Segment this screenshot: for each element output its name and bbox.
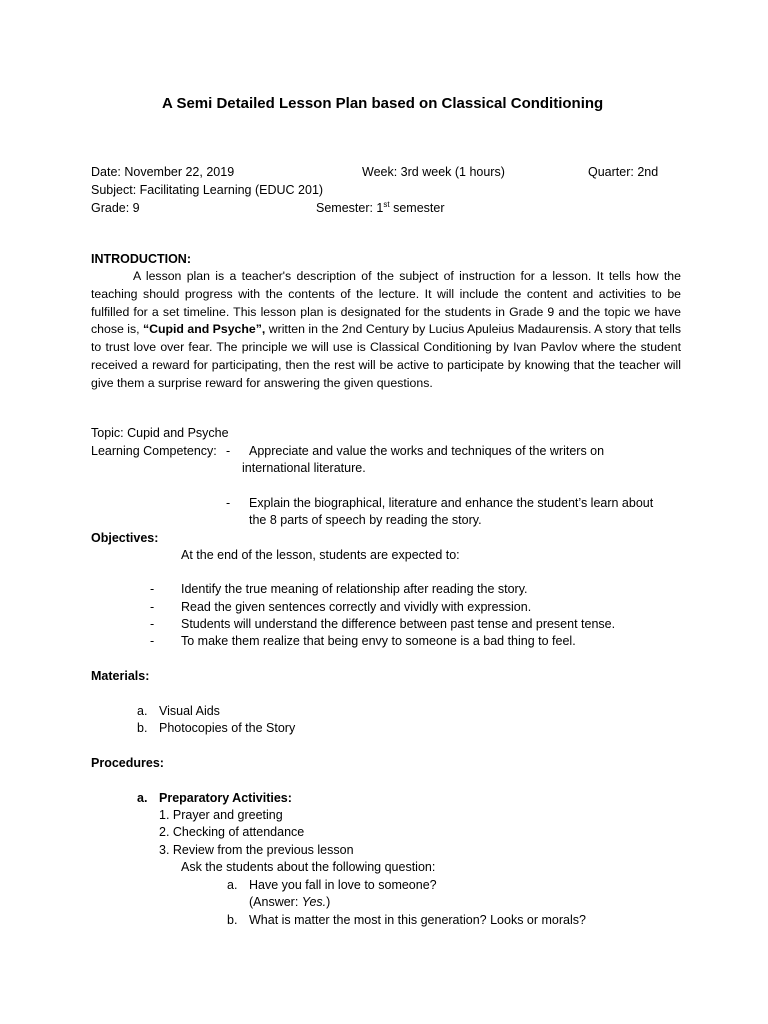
- procedures-heading: Procedures:: [91, 756, 164, 770]
- competency-dash: -: [226, 496, 231, 510]
- competency-item-line: international literature.: [242, 461, 366, 475]
- objective-dash: -: [150, 582, 155, 596]
- objective-item: Identify the true meaning of relationship after reading the story.: [181, 582, 528, 596]
- answer-value: Yes.: [301, 895, 327, 909]
- semester-prefix: Semester: 1: [316, 201, 384, 215]
- quarter-field: Quarter: 2nd: [588, 165, 659, 179]
- material-marker: b.: [137, 721, 148, 735]
- introduction-paragraph: [91, 268, 681, 393]
- objective-dash: -: [150, 634, 155, 648]
- material-item: Visual Aids: [159, 704, 220, 718]
- semester-sup: st: [383, 199, 390, 209]
- objectives-heading: Objectives:: [91, 531, 159, 545]
- procedure-step: 2. Checking of attendance: [159, 825, 305, 839]
- week-field: Week: 3rd week (1 hours): [362, 165, 505, 179]
- objective-item: Students will understand the difference between past tense and present tense.: [181, 617, 616, 631]
- preparatory-activities-label: Preparatory Activities:: [159, 791, 292, 805]
- objective-dash: -: [150, 617, 155, 631]
- ask-instruction: Ask the students about the following question:: [181, 860, 436, 874]
- procedure-step: 1. Prayer and greeting: [159, 808, 283, 822]
- answer-line: [249, 894, 330, 911]
- question-item: Have you fall in love to someone?: [249, 878, 437, 892]
- intro-text-before: A lesson plan is a teacher's description of the subject of instruction for a lesson. It tells how the teaching should progress with the contents of the lecture. It will include the content and activities to be fulfilled for a set timeline. This lesson plan is designated for the students in Grade 9 and the topic we have chose is,: [91, 269, 681, 337]
- semester-suffix: semester: [389, 201, 445, 215]
- competency-item-line: the 8 parts of speech by reading the story.: [249, 513, 482, 527]
- objectives-intro: At the end of the lesson, students are expected to:: [181, 548, 460, 562]
- objective-dash: -: [150, 600, 155, 614]
- question-marker: a.: [227, 878, 238, 892]
- intro-text-after: written in the 2nd Century by Lucius Apuleius Madaurensis. A story that tells to trust love over fear. The principle we will use is Classical Conditioning by Ivan Pavlov where the student received a reward for participating, then the rest will be active to participate by knowing that the teacher will give them a surprise reward for answering the given questions.: [91, 322, 681, 390]
- material-marker: a.: [137, 704, 148, 718]
- subject-field: Subject: Facilitating Learning (EDUC 201): [91, 183, 324, 197]
- competency-dash: -: [226, 444, 231, 458]
- question-item: What is matter the most in this generation? Looks or morals?: [249, 913, 586, 927]
- semester-field: [316, 200, 445, 217]
- competency-item-line: Appreciate and value the works and techniques of the writers on: [249, 444, 605, 458]
- intro-text-bold: “Cupid and Psyche”,: [142, 322, 266, 337]
- materials-heading: Materials:: [91, 669, 150, 683]
- page-title: A Semi Detailed Lesson Plan based on Classical Conditioning: [162, 95, 604, 112]
- competency-item-line: Explain the biographical, literature and enhance the student’s learn about: [249, 496, 654, 510]
- material-item: Photocopies of the Story: [159, 721, 296, 735]
- procedure-marker: a.: [137, 791, 148, 805]
- grade-field: Grade: 9: [91, 201, 140, 215]
- topic-line: Topic: Cupid and Psyche: [91, 426, 229, 440]
- date-field: Date: November 22, 2019: [91, 165, 235, 179]
- answer-prefix: (Answer:: [249, 895, 302, 909]
- objective-item: To make them realize that being envy to someone is a bad thing to feel.: [181, 634, 576, 648]
- introduction-heading: INTRODUCTION:: [91, 252, 191, 266]
- competency-label: Learning Competency:: [91, 444, 217, 458]
- procedure-step: 3. Review from the previous lesson: [159, 843, 354, 857]
- answer-suffix: ): [326, 895, 331, 909]
- objective-item: Read the given sentences correctly and vividly with expression.: [181, 600, 532, 614]
- question-marker: b.: [227, 913, 238, 927]
